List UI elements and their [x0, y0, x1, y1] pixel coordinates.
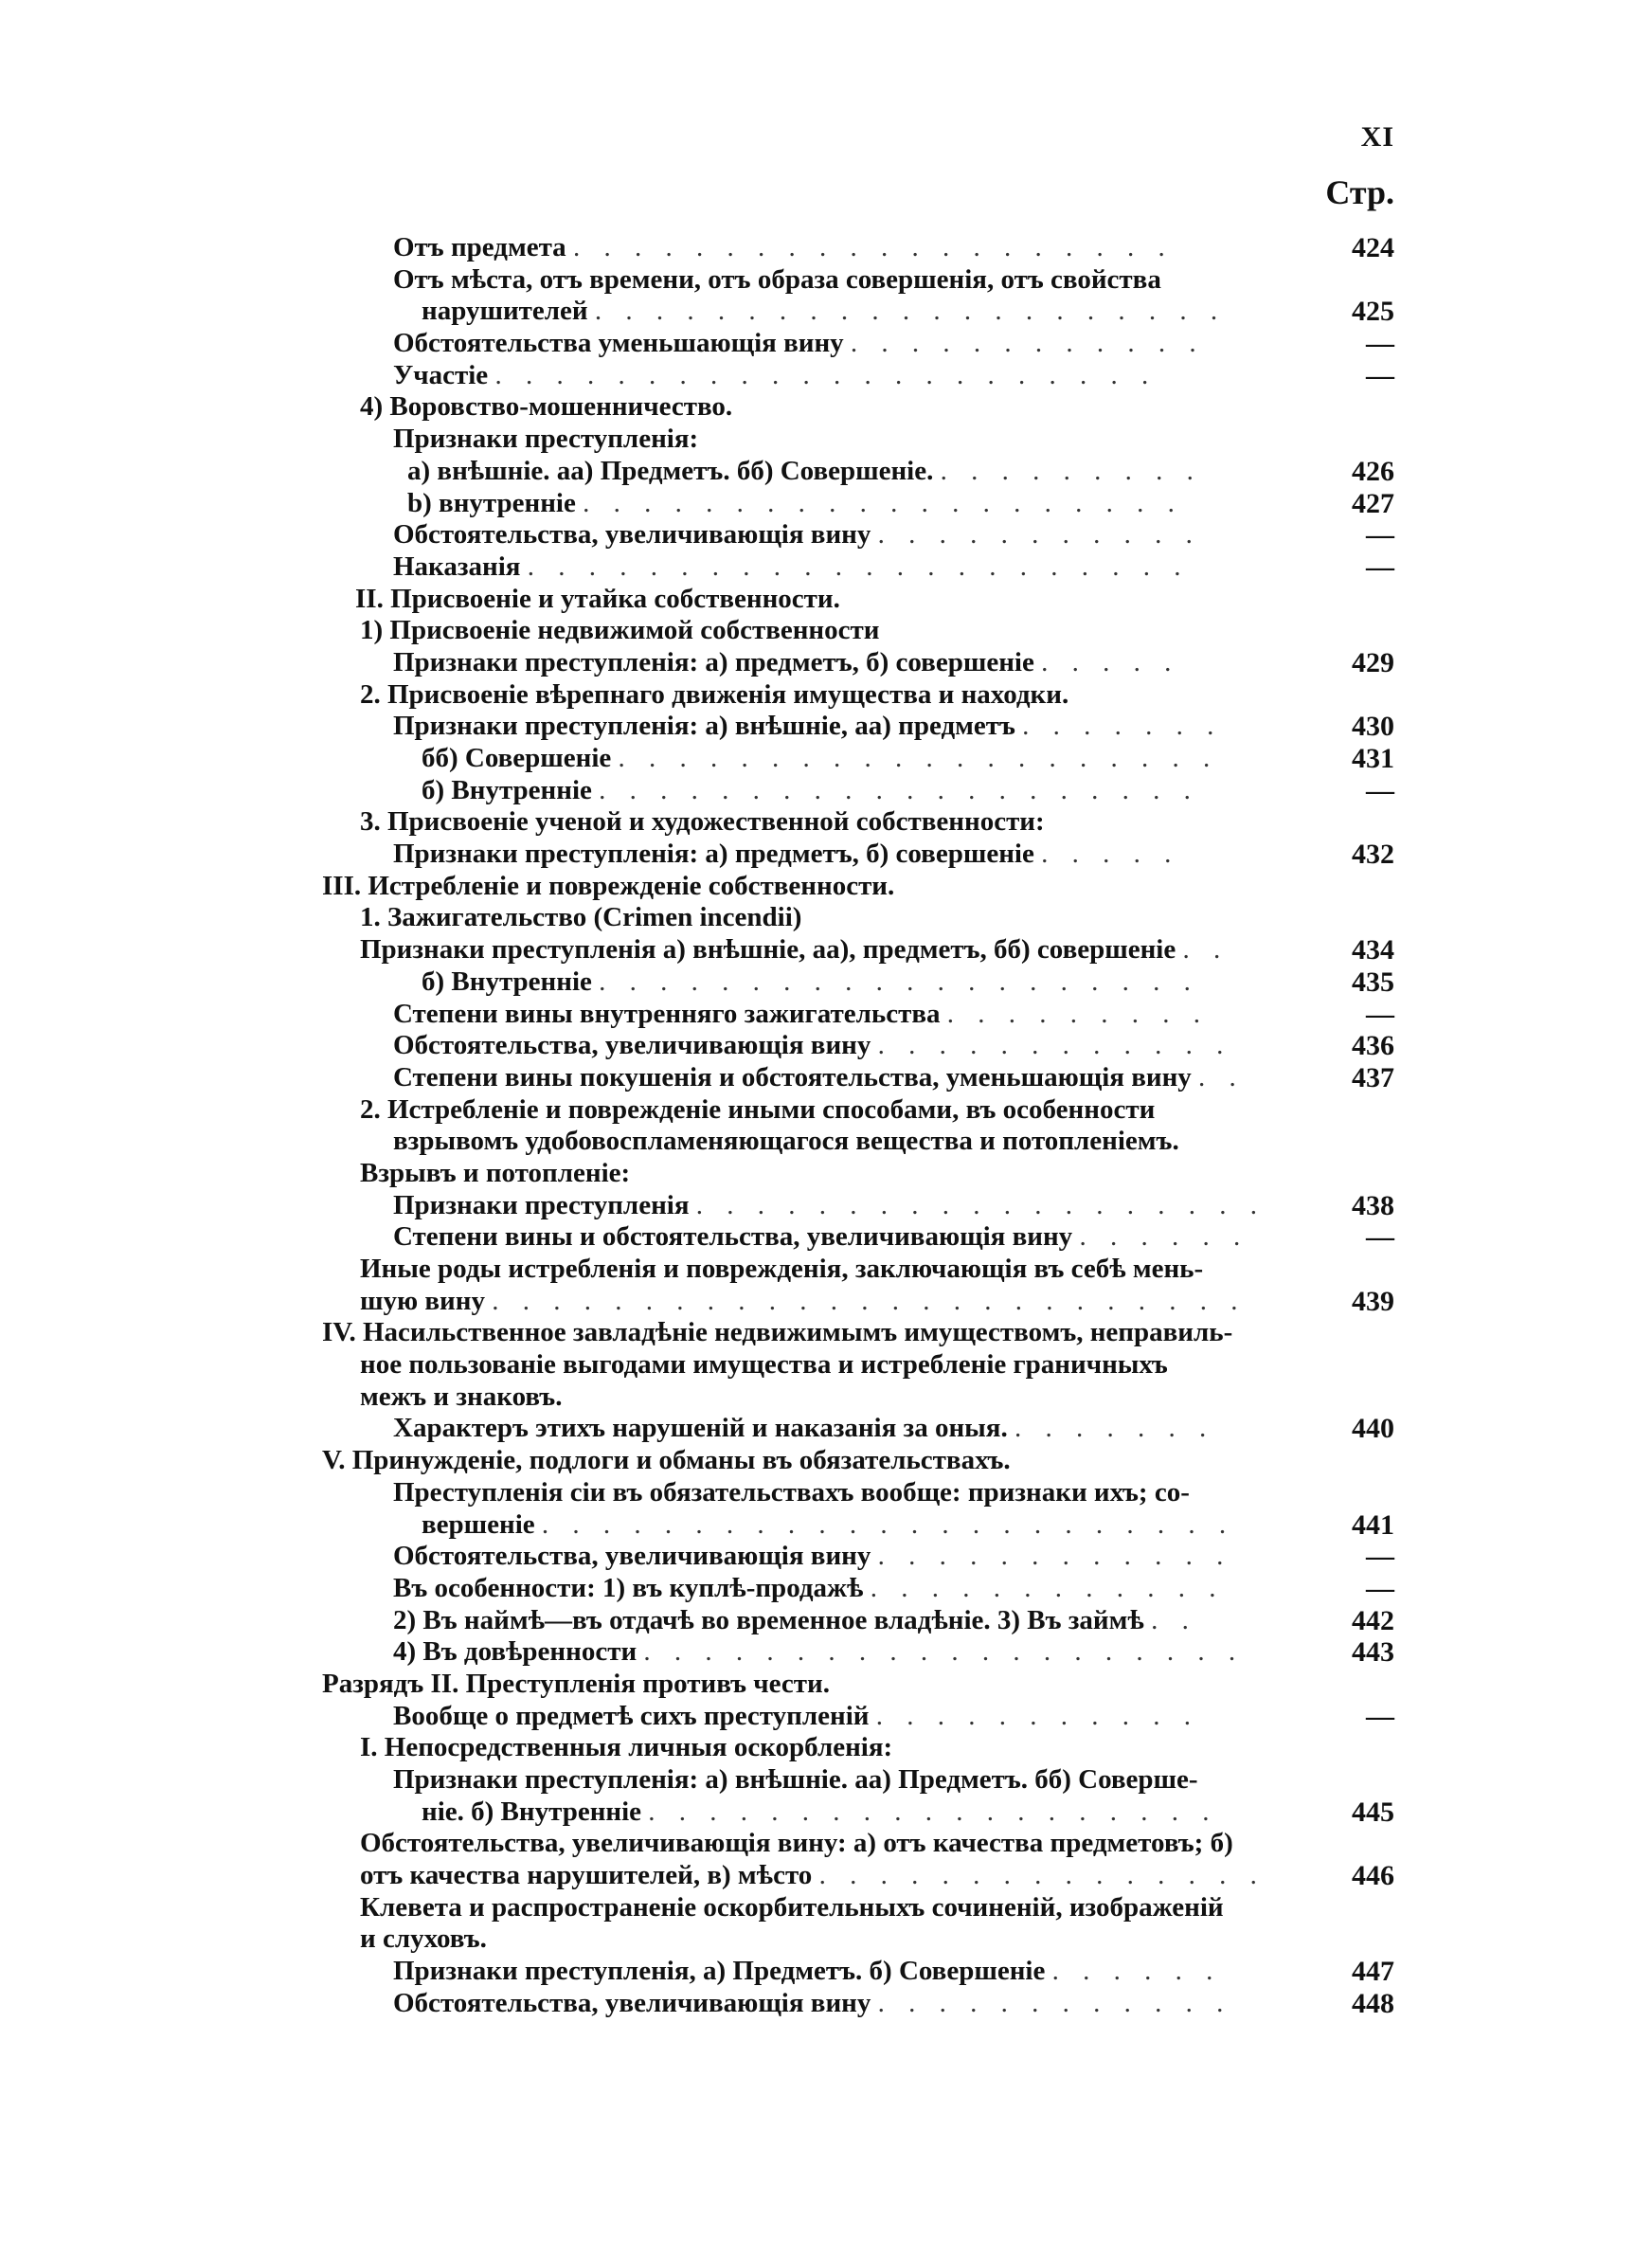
toc-entry	[313, 1126, 1394, 1158]
toc-entry-title: Взрывъ и потопленіе:	[360, 1157, 631, 1188]
toc-entry-title: 2. Присвоеніе вѣрепнаго движенія имущества и находки.	[360, 678, 1069, 710]
toc-entry-leader-dots: . . . . . . . . . . . . . . . . . . . .	[599, 966, 1199, 997]
toc-entry-title: б) Внутренніе	[422, 774, 592, 805]
toc-entry-title: 1. Зажигательство (Crimen incendii)	[360, 902, 802, 933]
toc-entry-page-number: 443	[1352, 1636, 1394, 1669]
page-number-roman: XI	[1360, 121, 1394, 153]
toc-entry-title: Признаки преступленія: а) предметъ, б) совершеніе	[393, 646, 1034, 677]
toc-entry-leader-dots: . . . . . . . . . . . . . . . . . . . . .	[594, 296, 1227, 327]
toc-entry-leader-dots: . . . . . . . . . . . .	[850, 328, 1205, 359]
toc-entry-title: b) внутренніе	[407, 487, 576, 518]
toc-entry-leader-dots: . . . . . . . . . . . . . . . . . . . .	[583, 487, 1183, 518]
toc-entry-leader-dots: . . . . . . . . . . . . . . . . . . . .	[599, 774, 1199, 805]
toc-entry-title: Признаки преступленія:	[393, 424, 699, 455]
toc-entry-leader-dots: . . . . . . .	[1022, 711, 1223, 742]
toc-entry-page-number: —	[1366, 774, 1394, 806]
toc-entry	[313, 1573, 1394, 1605]
toc-entry-title: Признаки преступленія а) внѣшніе, аа), предметъ, бб) совершеніе	[360, 934, 1176, 966]
toc-entry	[313, 1828, 1394, 1860]
toc-entry	[313, 1158, 1394, 1190]
toc-entry-leader-dots: . . . . . . . . . . . . . . . . . . . . . . .	[541, 1508, 1235, 1540]
toc-entry-title: Степени вины внутренняго зажигательства	[393, 998, 941, 1029]
toc-entry	[313, 296, 1394, 328]
toc-entry-leader-dots: . . . . . . . . . . . . . . . . . . . . . .	[494, 359, 1158, 390]
toc-entry-page-number: 442	[1352, 1604, 1394, 1636]
toc-entry-leader-dots: . . . . .	[1041, 646, 1180, 677]
toc-entry-page-number: —	[1366, 328, 1394, 360]
toc-entry-leader-dots: . .	[1151, 1604, 1197, 1635]
toc-entry-title: Отъ мѣста, отъ времени, отъ образа совершенія, отъ свойства	[393, 263, 1161, 295]
toc-entry-page-number: 425	[1352, 296, 1394, 328]
toc-entry	[313, 647, 1394, 679]
toc-entry-page-number: 430	[1352, 711, 1394, 743]
toc-entry-leader-dots: . . . . . . . . . . . . . . . . . . . .	[618, 743, 1219, 773]
toc-entry-page-number: —	[1366, 1700, 1394, 1732]
toc-entry	[313, 743, 1394, 775]
toc-entry	[313, 1605, 1394, 1637]
toc-entry	[313, 1669, 1394, 1701]
toc-entry-title: Въ особенности: 1) въ куплѣ-продажѣ	[393, 1572, 864, 1603]
toc-entry	[313, 999, 1394, 1031]
toc-entry-leader-dots: . . . . . . . . . . .	[875, 1700, 1199, 1731]
table-of-contents	[313, 232, 1394, 2020]
toc-entry-title: Преступленія сіи въ обязательствахъ вообще: признаки ихъ; со-	[393, 1476, 1190, 1508]
toc-entry	[313, 1764, 1394, 1797]
toc-entry-page-number: 440	[1352, 1413, 1394, 1445]
toc-entry-page-number: 448	[1352, 1987, 1394, 2019]
toc-entry-title: и слуховъ.	[360, 1923, 487, 1955]
toc-entry-leader-dots: . . . . . . . . . . . . . . .	[818, 1860, 1266, 1891]
toc-entry-page-number: 447	[1352, 1956, 1394, 1988]
toc-entry	[313, 551, 1394, 584]
toc-entry	[313, 488, 1394, 520]
toc-entry-page-number: 427	[1352, 487, 1394, 519]
toc-entry-leader-dots: . . . . . . . . . . . .	[877, 1030, 1232, 1061]
toc-entry-leader-dots: . . . . . .	[1051, 1956, 1222, 1987]
toc-entry-title: ное пользованіе выгодами имущества и истребленіе граничныхъ	[360, 1349, 1168, 1381]
toc-entry	[313, 1062, 1394, 1094]
toc-entry-page-number: —	[1366, 1221, 1394, 1254]
toc-entry-leader-dots: . . . . . . . . . . . . . . . . . . .	[695, 1189, 1266, 1220]
toc-entry-title: взрывомъ удобовоспламеняющагося вещества и потопленіемъ.	[393, 1126, 1179, 1157]
toc-entry	[313, 679, 1394, 712]
toc-entry-title: Обстоятельства уменьшающія вину	[393, 328, 844, 359]
toc-entry	[313, 711, 1394, 743]
toc-entry-title: Обстоятельства, увеличивающія вину: а) отъ качества предметовъ; б)	[360, 1828, 1233, 1859]
toc-entry-title: 2) Въ наймѣ—въ отдачѣ во временное владѣніе. 3) Въ займѣ	[393, 1604, 1144, 1635]
toc-entry-leader-dots: . . . . . . . . . . . . . . . . . . . . . . . . .	[492, 1285, 1247, 1316]
toc-entry	[313, 1860, 1394, 1892]
toc-entry-page-number: 446	[1352, 1860, 1394, 1892]
toc-entry-leader-dots: . . . . . . . . . . . .	[877, 1987, 1232, 2018]
toc-entry-title: Степени вины покушенія и обстоятельства, уменьшающія вину	[393, 1061, 1192, 1092]
toc-entry-page-number: 429	[1352, 646, 1394, 678]
toc-entry	[313, 1381, 1394, 1414]
toc-entry	[313, 615, 1394, 647]
toc-entry-title: Вообще о предметѣ сихъ преступленій	[393, 1700, 870, 1731]
toc-entry-title: бб) Совершеніе	[422, 743, 612, 773]
toc-entry-title: Отъ предмета	[393, 232, 566, 262]
toc-entry	[313, 966, 1394, 999]
toc-entry	[313, 1317, 1394, 1349]
toc-entry-page-number: —	[1366, 359, 1394, 391]
toc-entry-title: Обстоятельства, увеличивающія вину	[393, 1541, 871, 1572]
toc-entry-page-number: —	[1366, 519, 1394, 551]
toc-entry-title: 2. Истребленіе и поврежденіе иными способами, въ особенности	[360, 1093, 1156, 1125]
toc-entry	[313, 1509, 1394, 1542]
toc-entry	[313, 871, 1394, 903]
toc-entry-title: Клевета и распространеніе оскорбительныхъ сочиненій, изображеній	[360, 1891, 1224, 1923]
toc-entry	[313, 519, 1394, 551]
toc-entry-title: Иные роды истребленія и поврежденія, заключающія въ себѣ мень-	[360, 1254, 1204, 1284]
toc-entry	[313, 1445, 1394, 1477]
toc-entry-title: нарушителей	[422, 296, 588, 327]
toc-entry	[313, 232, 1394, 264]
toc-entry	[313, 1477, 1394, 1509]
toc-entry-leader-dots: . . . . . . . . .	[946, 998, 1209, 1029]
toc-entry-page-number: 441	[1352, 1508, 1394, 1541]
toc-entry	[313, 1094, 1394, 1127]
toc-entry	[313, 584, 1394, 616]
toc-entry-title: Характеръ этихъ нарушеній и наказанія за оныя.	[393, 1413, 1008, 1444]
toc-entry-title: III. Истребленіе и поврежденіе собственности.	[322, 870, 895, 901]
toc-entry-title: Степени вины и обстоятельства, увеличивающія вину	[393, 1221, 1073, 1253]
toc-entry-title: а) внѣшніе. аа) Предметъ. бб) Совершеніе.	[407, 455, 934, 486]
toc-entry-page-number: 431	[1352, 743, 1394, 774]
toc-entry-page-number: 434	[1352, 934, 1394, 966]
toc-entry-page-number: —	[1366, 998, 1394, 1030]
toc-entry-leader-dots: . . . . . . . . . . . .	[870, 1572, 1225, 1603]
toc-entry-title: IV. Насильственное завладѣніе недвижимымъ имуществомъ, неправиль-	[322, 1317, 1233, 1348]
toc-entry-title: б) Внутренніе	[422, 966, 592, 997]
toc-entry-title: межъ и знаковъ.	[360, 1381, 563, 1412]
toc-entry	[313, 1030, 1394, 1062]
toc-entry	[313, 1221, 1394, 1254]
toc-entry-leader-dots: . . . . . . . . . . .	[877, 519, 1201, 551]
toc-entry-title: 4) Въ довѣренности	[393, 1636, 637, 1668]
toc-entry-title: вершеніе	[422, 1508, 535, 1540]
toc-entry-title: Признаки преступленія	[393, 1189, 690, 1220]
toc-entry-title: Наказанія	[393, 551, 521, 582]
toc-entry-page-number: 432	[1352, 839, 1394, 871]
toc-entry	[313, 1349, 1394, 1381]
toc-entry-title: отъ качества нарушителей, в) мѣсто	[360, 1860, 813, 1891]
toc-entry-title: Признаки преступленія: а) предметъ, б) совершеніе	[393, 839, 1034, 870]
toc-entry-title: 3. Присвоеніе ученой и художественной собственности:	[360, 806, 1045, 838]
toc-entry-page-number: 426	[1352, 455, 1394, 487]
toc-entry	[313, 1732, 1394, 1764]
toc-entry-leader-dots: . . . . . . .	[1015, 1413, 1215, 1444]
toc-entry	[313, 1956, 1394, 1988]
toc-entry	[313, 806, 1394, 839]
toc-entry-leader-dots: . . . . . . . . . . . . . . . . . . .	[648, 1796, 1218, 1827]
toc-entry	[313, 902, 1394, 934]
toc-entry-title: V. Принужденіе, подлоги и обманы въ обязательствахъ.	[322, 1445, 1011, 1476]
toc-entry-title: Признаки преступленія: а) внѣшніе. аа) Предметъ. бб) Соверше-	[393, 1764, 1198, 1795]
toc-entry-title: шую вину	[360, 1285, 485, 1316]
toc-entry-page-number: 437	[1352, 1061, 1394, 1093]
toc-entry-title: Признаки преступленія, а) Предметъ. б) Совершеніе	[393, 1956, 1046, 1987]
toc-entry-leader-dots: . .	[1182, 934, 1230, 966]
toc-entry	[313, 1988, 1394, 2020]
toc-entry-leader-dots: . . . . . . . . . . . .	[877, 1541, 1232, 1572]
toc-entry	[313, 1413, 1394, 1445]
toc-entry-title: 4) Воровство-мошенничество.	[360, 391, 733, 423]
toc-entry-page-number: —	[1366, 1541, 1394, 1573]
toc-entry-title: 1) Присвоеніе недвижимой собственности	[360, 615, 880, 646]
toc-entry-title: Участіе	[393, 359, 489, 390]
toc-entry	[313, 264, 1394, 297]
toc-entry	[313, 775, 1394, 807]
toc-entry-page-number: —	[1366, 1572, 1394, 1604]
toc-entry	[313, 1636, 1394, 1669]
toc-entry-page-number: 439	[1352, 1285, 1394, 1317]
toc-entry-leader-dots: . . . . . .	[1079, 1221, 1249, 1253]
toc-entry-page-number: 438	[1352, 1189, 1394, 1221]
toc-entry-page-number: 424	[1352, 232, 1394, 263]
toc-entry	[313, 360, 1394, 392]
toc-entry	[313, 1892, 1394, 1924]
toc-entry-leader-dots: . . . . . . . . . . . . . . . . . . . .	[572, 232, 1174, 262]
toc-entry	[313, 1541, 1394, 1573]
toc-entry	[313, 839, 1394, 871]
toc-entry-page-number: —	[1366, 551, 1394, 583]
toc-entry-leader-dots: . .	[1198, 1061, 1245, 1092]
toc-entry	[313, 1701, 1394, 1733]
toc-entry-leader-dots: . . . . . . . . .	[940, 455, 1202, 486]
toc-entry-leader-dots: . . . . . . . . . . . . . . . . . . . .	[643, 1636, 1245, 1668]
page-column-header: Стр.	[1325, 173, 1394, 211]
toc-entry	[313, 1923, 1394, 1956]
toc-entry	[313, 1286, 1394, 1318]
toc-entry-title: II. Присвоеніе и утайка собственности.	[355, 583, 840, 614]
toc-entry-page-number: 445	[1352, 1796, 1394, 1828]
toc-entry	[313, 391, 1394, 424]
toc-entry-leader-dots: . . . . .	[1041, 839, 1180, 870]
toc-entry-page-number: 436	[1352, 1030, 1394, 1062]
toc-entry-title: Обстоятельства, увеличивающія вину	[393, 1987, 871, 2018]
toc-entry	[313, 934, 1394, 966]
toc-entry	[313, 328, 1394, 360]
toc-entry-leader-dots: . . . . . . . . . . . . . . . . . . . . . .	[527, 551, 1190, 582]
toc-entry-title: I. Непосредственныя личныя оскорбленія:	[360, 1732, 893, 1763]
toc-entry	[313, 456, 1394, 488]
toc-entry-title: ніе. б) Внутренніе	[422, 1796, 642, 1827]
toc-entry-title: Обстоятельства, увеличивающія вину	[393, 1030, 871, 1061]
toc-entry-title: Обстоятельства, увеличивающія вину	[393, 519, 871, 551]
toc-entry-page-number: 435	[1352, 966, 1394, 998]
toc-entry	[313, 1797, 1394, 1829]
toc-entry-title: Разрядъ II. Преступленія противъ чести.	[322, 1668, 830, 1699]
toc-entry-title: Признаки преступленія: а) внѣшніе, аа) предметъ	[393, 711, 1015, 742]
toc-entry	[313, 424, 1394, 456]
toc-entry	[313, 1190, 1394, 1222]
toc-entry	[313, 1254, 1394, 1286]
